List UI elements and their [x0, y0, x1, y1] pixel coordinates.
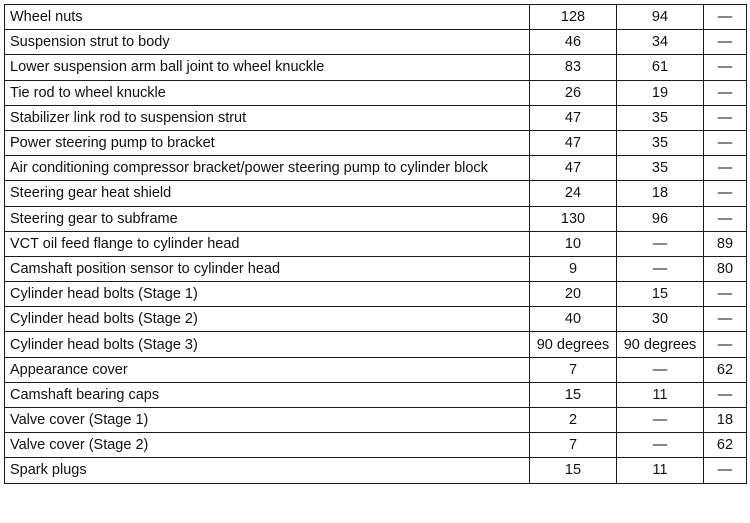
table-row [5, 5, 747, 30]
row-nm-value: 46 [530, 30, 617, 55]
row-nm-value: 20 [530, 282, 617, 307]
row-lbft-value: 30 [617, 307, 704, 332]
row-lbin-value: — [704, 156, 747, 181]
row-nm-value: 9 [530, 256, 617, 281]
row-lbin-value: 18 [704, 408, 747, 433]
row-lbin-value: 89 [704, 231, 747, 256]
row-lbft-value: 96 [617, 206, 704, 231]
row-nm-value: 26 [530, 80, 617, 105]
row-description: Cylinder head bolts (Stage 2) [5, 307, 530, 332]
row-lbft-value: 15 [617, 282, 704, 307]
row-lbin-value: — [704, 105, 747, 130]
row-lbft-value: 35 [617, 130, 704, 155]
table-row [5, 156, 747, 181]
row-lbin-value: 62 [704, 433, 747, 458]
row-nm-value: 130 [530, 206, 617, 231]
row-description: Wheel nuts [5, 5, 530, 30]
row-nm-value: 83 [530, 55, 617, 80]
row-description: Power steering pump to bracket [5, 130, 530, 155]
row-nm-value: 7 [530, 357, 617, 382]
table-row [5, 433, 747, 458]
row-description: Cylinder head bolts (Stage 3) [5, 332, 530, 357]
row-description: Valve cover (Stage 1) [5, 408, 530, 433]
row-lbft-value: — [617, 357, 704, 382]
row-description: Suspension strut to body [5, 30, 530, 55]
table-row [5, 55, 747, 80]
row-lbft-value: 11 [617, 382, 704, 407]
row-description: Cylinder head bolts (Stage 1) [5, 282, 530, 307]
row-lbft-value: — [617, 231, 704, 256]
row-description: Steering gear heat shield [5, 181, 530, 206]
table-row [5, 282, 747, 307]
row-lbin-value: — [704, 206, 747, 231]
row-description: Appearance cover [5, 357, 530, 382]
row-description: Tie rod to wheel knuckle [5, 80, 530, 105]
row-description: Stabilizer link rod to suspension strut [5, 105, 530, 130]
row-lbft-value: — [617, 433, 704, 458]
row-lbft-value: 94 [617, 5, 704, 30]
table-row [5, 30, 747, 55]
row-lbin-value: — [704, 382, 747, 407]
row-lbin-value: — [704, 282, 747, 307]
table-row [5, 307, 747, 332]
row-lbin-value: — [704, 55, 747, 80]
row-lbft-value: 35 [617, 156, 704, 181]
table-row [5, 206, 747, 231]
row-description: Camshaft bearing caps [5, 382, 530, 407]
table-row [5, 332, 747, 357]
row-lbin-value: 62 [704, 357, 747, 382]
row-lbin-value: 80 [704, 256, 747, 281]
row-nm-value: 128 [530, 5, 617, 30]
table-row [5, 458, 747, 483]
row-description: Steering gear to subframe [5, 206, 530, 231]
row-lbft-value: 35 [617, 105, 704, 130]
table-row [5, 408, 747, 433]
row-description: Lower suspension arm ball joint to wheel knuckle [5, 55, 530, 80]
torque-spec-table-body [5, 5, 747, 484]
row-nm-value: 40 [530, 307, 617, 332]
row-description: Camshaft position sensor to cylinder head [5, 256, 530, 281]
row-lbin-value: — [704, 332, 747, 357]
table-row [5, 231, 747, 256]
table-row [5, 382, 747, 407]
row-lbin-value: — [704, 130, 747, 155]
row-lbft-value: 19 [617, 80, 704, 105]
table-row [5, 256, 747, 281]
row-lbin-value: — [704, 30, 747, 55]
row-lbft-value: 18 [617, 181, 704, 206]
row-lbin-value: — [704, 181, 747, 206]
row-lbft-value: — [617, 408, 704, 433]
row-nm-value: 47 [530, 130, 617, 155]
row-nm-value: 10 [530, 231, 617, 256]
row-nm-value: 90 degrees [530, 332, 617, 357]
table-row [5, 130, 747, 155]
row-lbin-value: — [704, 5, 747, 30]
row-lbin-value: — [704, 458, 747, 483]
row-lbin-value: — [704, 80, 747, 105]
row-lbft-value: — [617, 256, 704, 281]
row-description: Spark plugs [5, 458, 530, 483]
row-nm-value: 15 [530, 458, 617, 483]
row-description: Air conditioning compressor bracket/power steering pump to cylinder block [5, 156, 530, 181]
table-row [5, 357, 747, 382]
row-lbft-value: 90 degrees [617, 332, 704, 357]
row-lbft-value: 11 [617, 458, 704, 483]
table-row [5, 105, 747, 130]
table-row [5, 80, 747, 105]
table-row [5, 181, 747, 206]
torque-spec-table [4, 4, 747, 484]
row-nm-value: 15 [530, 382, 617, 407]
row-description: Valve cover (Stage 2) [5, 433, 530, 458]
row-nm-value: 47 [530, 156, 617, 181]
row-nm-value: 2 [530, 408, 617, 433]
row-nm-value: 24 [530, 181, 617, 206]
row-nm-value: 47 [530, 105, 617, 130]
row-lbft-value: 34 [617, 30, 704, 55]
row-description: VCT oil feed flange to cylinder head [5, 231, 530, 256]
row-nm-value: 7 [530, 433, 617, 458]
row-lbin-value: — [704, 307, 747, 332]
row-lbft-value: 61 [617, 55, 704, 80]
